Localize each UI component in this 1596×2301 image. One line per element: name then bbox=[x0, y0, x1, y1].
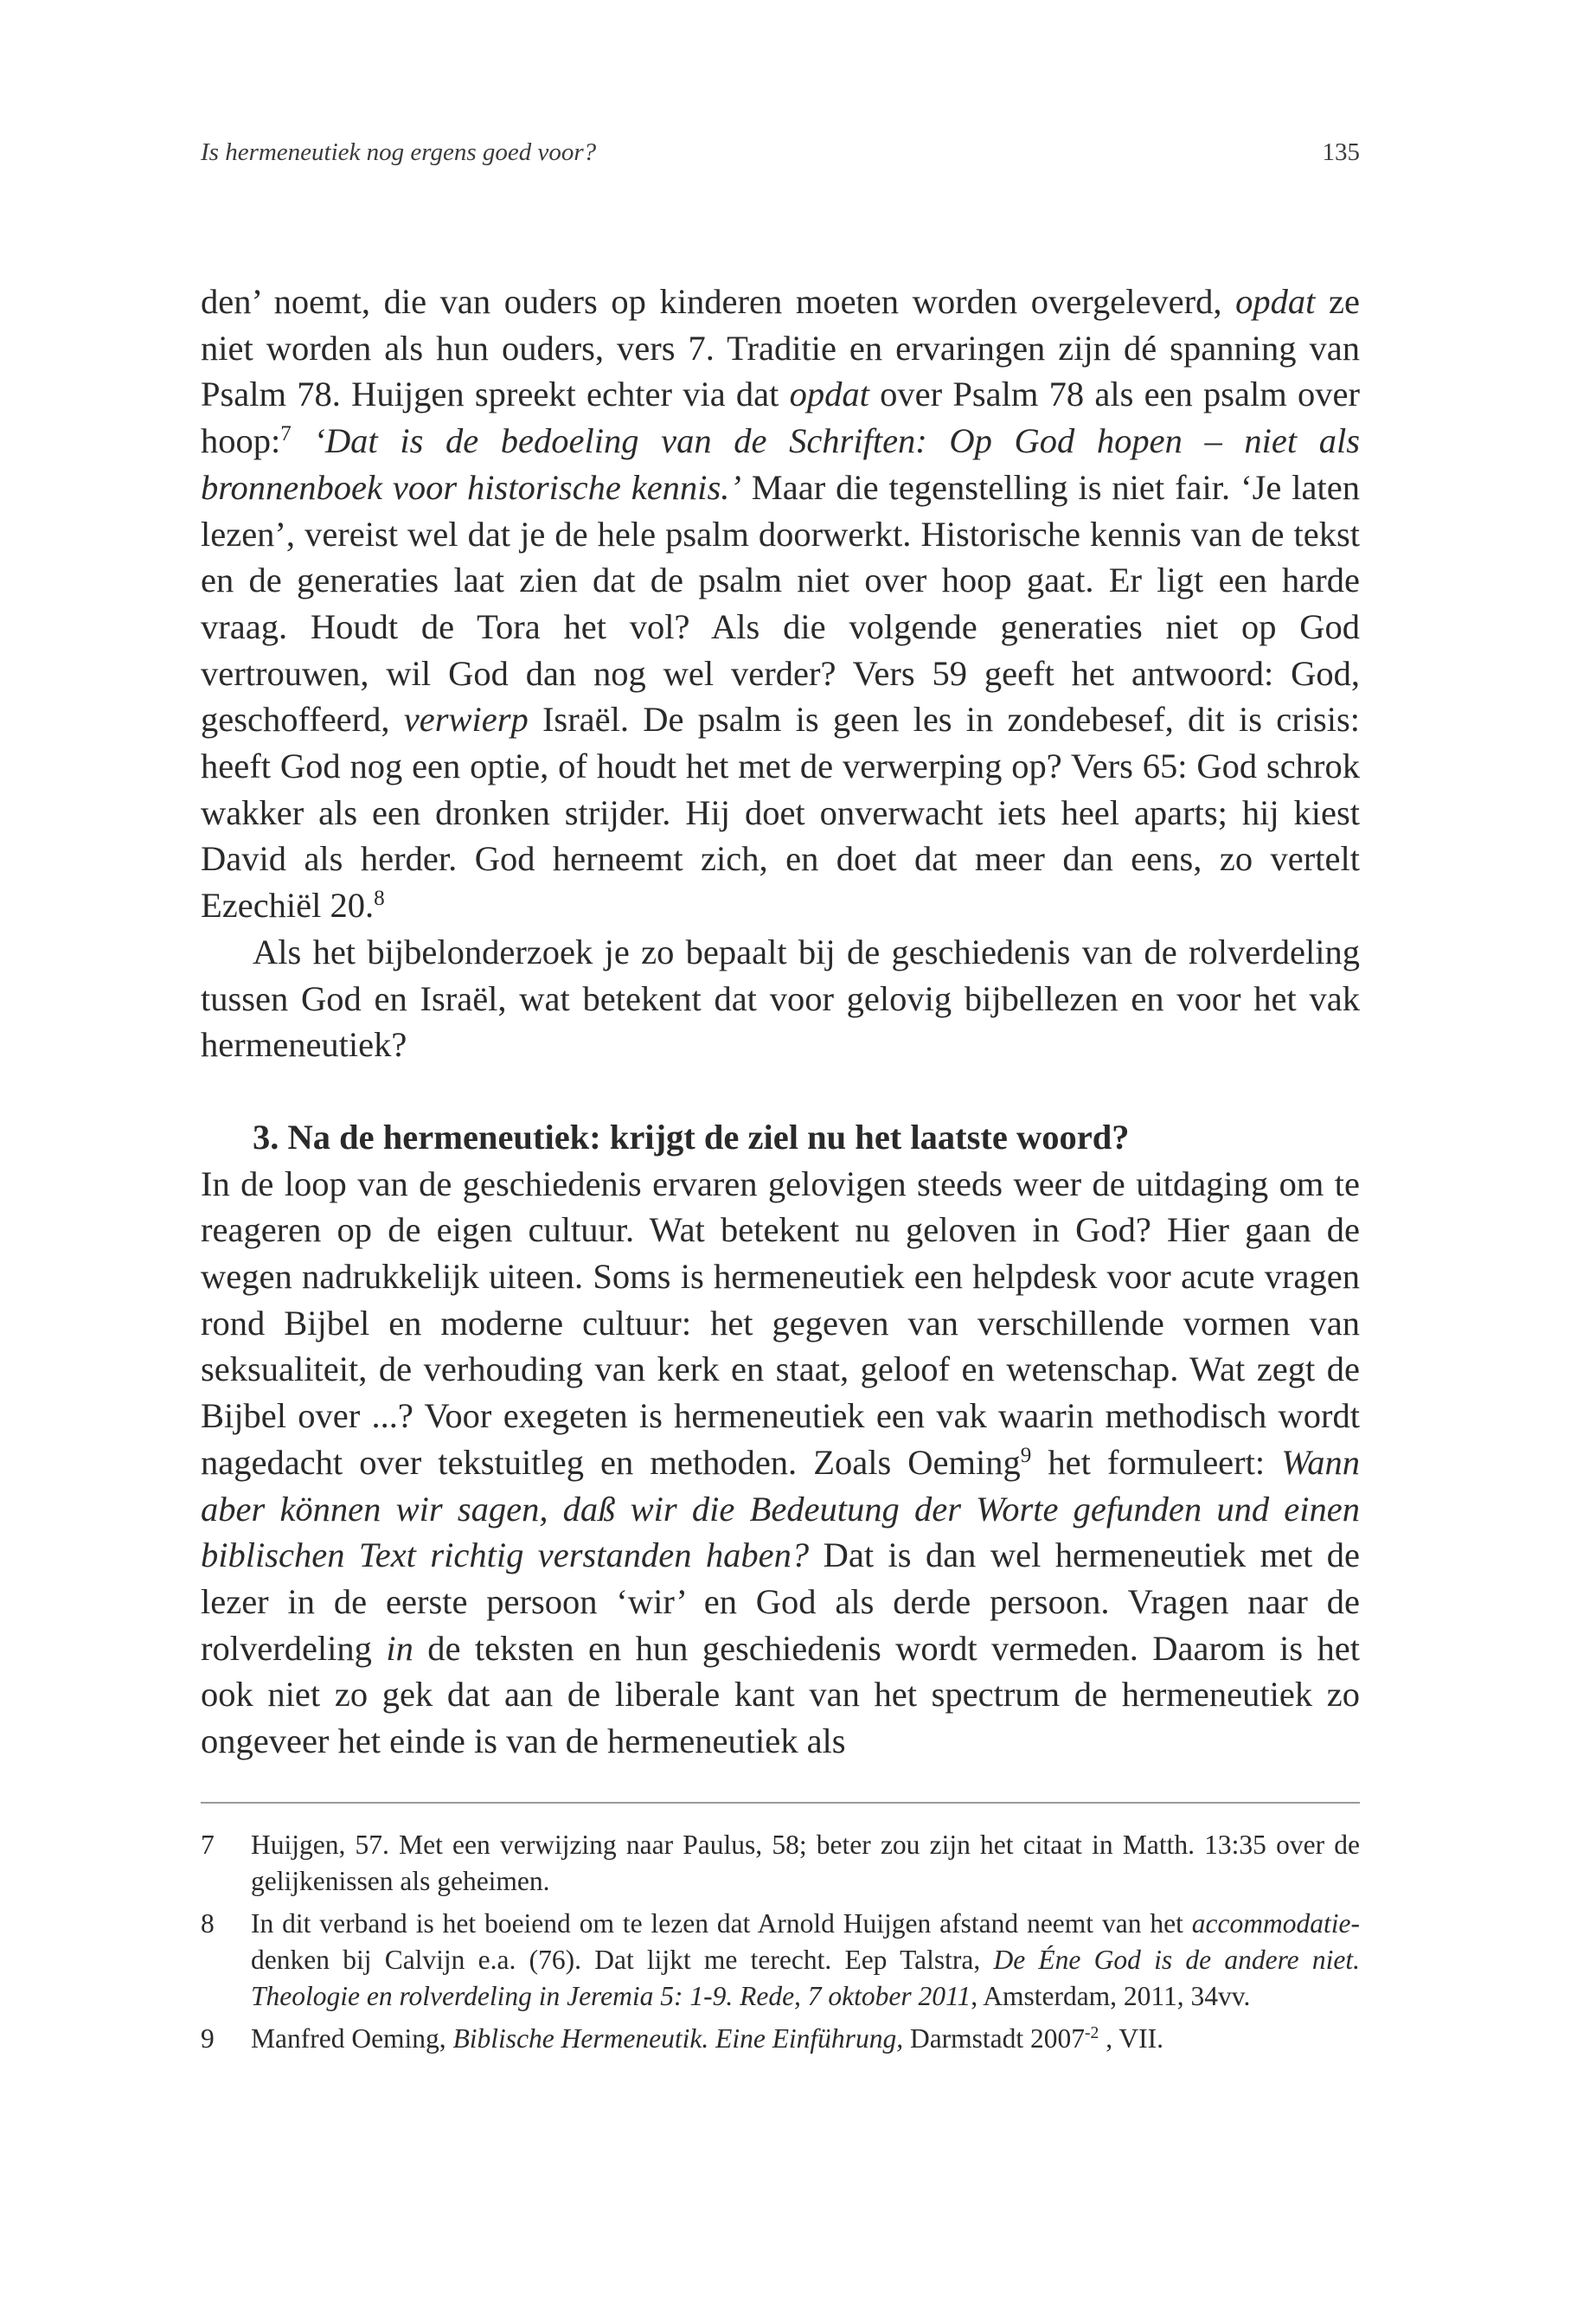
footnote-text: In dit verband is het boeiend om te lezen dat Arnold Huijgen afstand neemt van het accommodatie-denken bij Calvijn e.a. (76). Dat lijkt me terecht. Eep Talstra, De Éne God is de andere niet. Theologie en rolverdeling in Jeremia 5: 1-9. Rede, 7 oktober 2011, Amsterdam, 2011, 34vv. bbox=[251, 1908, 1360, 2011]
paragraph-1: den’ noemt, die van ouders op kinderen moeten worden overgeleverd, opdat ze niet worden als hun ouders, vers 7. Traditie en ervaringen zijn dé spanning van Psalm 78. Huijgen spreekt echter via dat opdat over Psalm 78 als een psalm over hoop:$^7$ ‘Dat is de bedoeling van de Schriften: Op God hopen – niet als bronnenboek voor historische kennis.’ Maar die tegenstelling is niet fair. ‘Je laten lezen’, vereist wel dat je de hele psalm doorwerkt. Historische kennis van de tekst en de generaties laat zien dat de psalm niet over hoop gaat. Er ligt een harde vraag. Houdt de Tora het vol? Als die volgende generaties niet op God vertrouwen, wil God dan nog wel verder? Vers 59 geeft het antwoord: God, geschoffeerd, verwierp Israël. De psalm is geen les in zondebesef, dit is crisis: heeft God nog een optie, of houdt het met de verwerping op? Vers 65: God schrok wakker als een dronken strijder. Hij doet onverwacht iets heel aparts; hij kiest David als herder. God herneemt zich, en doet dat meer dan eens, zo vertelt Ezechiël 20.$^8$ bbox=[201, 282, 1361, 926]
footnote-9 bbox=[201, 2021, 1360, 2057]
footnote-number: 8 bbox=[201, 1908, 215, 1939]
footnote-ref-9: 9 bbox=[1020, 1444, 1032, 1468]
page-number: 135 bbox=[1322, 138, 1360, 166]
footnote-8 bbox=[201, 1906, 1360, 2015]
footnote-divider bbox=[201, 1802, 1360, 1804]
paragraph-2: Als het bijbelonderzoek je zo bepaalt bij de geschiedenis van de rolverdeling tussen God en Israël, wat betekent dat voor gelovig bijbellezen en voor het vak hermeneutiek? bbox=[201, 932, 1360, 1065]
footnote-7 bbox=[201, 1827, 1360, 1900]
running-header bbox=[201, 138, 1360, 167]
main-text bbox=[201, 279, 1360, 1765]
running-title: Is hermeneutiek nog ergens goed voor? bbox=[201, 138, 597, 166]
paragraph-3: In de loop van de geschiedenis ervaren gelovigen steeds weer de uitdaging om te reageren op de eigen cultuur. Wat betekent nu geloven in God? Hier gaan de wegen nadrukkelijk uiteen. Soms is hermeneutiek een helpdesk voor acute vragen rond Bijbel en moderne cultuur: het gegeven van verschillende vormen van seksualiteit, de verhouding van kerk en staat, geloof en wetenschap. Wat zegt de Bijbel over ...? Voor exegeten is hermeneutiek een vak waarin methodisch wordt nagedacht over tekstuitleg en methoden. Zoals Oeming$^9$ het formuleert: Wann aber können wir sagen, daß wir die Bedeutung der Worte gefunden und einen biblischen Text richtig verstanden haben? Dat is dan wel hermeneutiek met de lezer in de eerste persoon ‘wir’ en God als derde persoon. Vragen naar de rolverdeling in de teksten en hun geschiedenis wordt vermeden. Daarom is het ook niet zo gek dat aan de liberale kant van het spectrum de hermeneutiek zo ongeveer het einde is van de hermeneutiek als bbox=[201, 1163, 1361, 1761]
footnote-number: 7 bbox=[201, 1830, 215, 1860]
footnote-ref-8: 8 bbox=[374, 887, 385, 911]
footnotes bbox=[201, 1827, 1360, 2063]
section-heading: 3. Na de hermeneutiek: krijgt de ziel nu het laatste woord? bbox=[253, 1117, 1130, 1157]
footnote-number: 9 bbox=[201, 2023, 215, 2054]
footnote-text: Manfred Oeming, Biblische Hermeneutik. Eine Einführung, Darmstadt $2007^{-2}$ , VII. bbox=[251, 2023, 1163, 2054]
footnote-ref-7: 7 bbox=[280, 422, 292, 446]
footnote-text: Huijgen, 57. Met een verwijzing naar Paulus, 58; beter zou zijn het citaat in Matth. 13:35 over de gelijkenissen als geheimen. bbox=[251, 1830, 1360, 1896]
